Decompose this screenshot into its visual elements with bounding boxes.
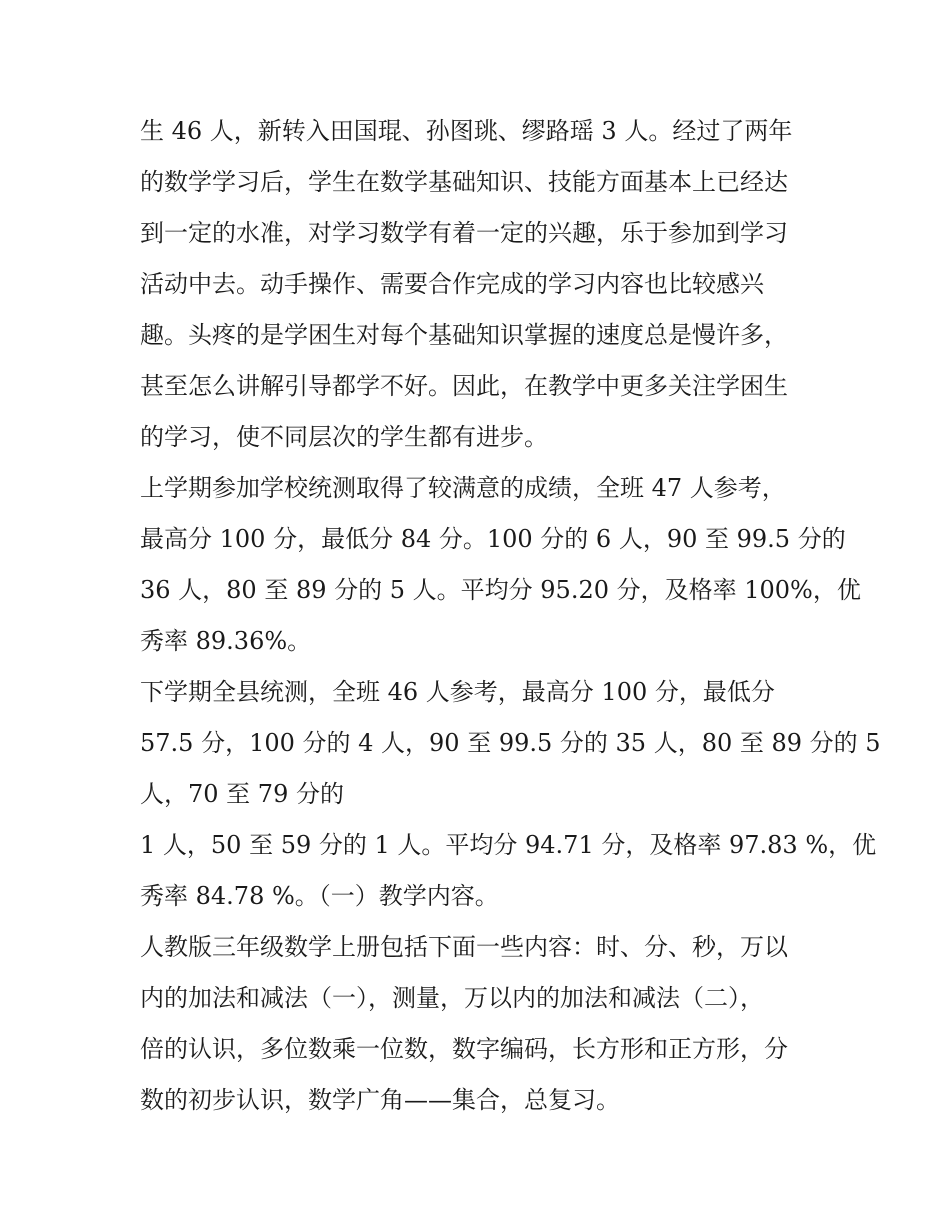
text-line: 内的加法和减法（一），测量，万以内的加法和减法（二）， xyxy=(140,984,764,1012)
text-line: 甚至怎么讲解引导都学不好。因此，在教学中更多关注学困生 xyxy=(140,372,788,400)
text-line: 生 46 人，新转入田国琨、孙图珧、缪路瑶 3 人。经过了两年 xyxy=(140,117,793,145)
text-line: 人，70 至 79 分的 xyxy=(140,780,344,808)
text-line: 倍的认识，多位数乘一位数，数字编码，长方形和正方形，分 xyxy=(140,1035,788,1063)
text-line: 秀率 89.36%。 xyxy=(140,627,312,655)
text-line: 趣。头疼的是学困生对每个基础知识掌握的速度总是慢许多， xyxy=(140,321,788,349)
body-text xyxy=(140,106,881,1126)
text-line: 人教版三年级数学上册包括下面一些内容：时、分、秒，万以 xyxy=(140,933,788,961)
text-line: 1 人，50 至 59 分的 1 人。平均分 94.71 分，及格率 97.83 %，优 xyxy=(140,831,877,859)
text-line: 上学期参加学校统测取得了较满意的成绩，全班 47 人参考， xyxy=(140,474,786,502)
text-line: 的学习，使不同层次的学生都有进步。 xyxy=(140,423,548,451)
text-line: 秀率 84.78 %。（一）教学内容。 xyxy=(140,882,499,910)
text-line: 57.5 分，100 分的 4 人，90 至 99.5 分的 35 人，80 至 89 分的 5 xyxy=(140,729,881,757)
text-line: 最高分 100 分，最低分 84 分。100 分的 6 人，90 至 99.5 分的 xyxy=(140,525,846,553)
text-line: 的数学学习后，学生在数学基础知识、技能方面基本上已经达 xyxy=(140,168,788,196)
text-line: 数的初步认识，数学广角——集合，总复习。 xyxy=(140,1086,620,1114)
text-line: 36 人，80 至 89 分的 5 人。平均分 95.20 分，及格率 100%，优 xyxy=(140,576,861,604)
text-line: 下学期全县统测，全班 46 人参考，最高分 100 分，最低分 xyxy=(140,678,775,706)
text-line: 到一定的水准，对学习数学有着一定的兴趣，乐于参加到学习 xyxy=(140,219,788,247)
text-line: 活动中去。动手操作、需要合作完成的学习内容也比较感兴 xyxy=(140,270,764,298)
